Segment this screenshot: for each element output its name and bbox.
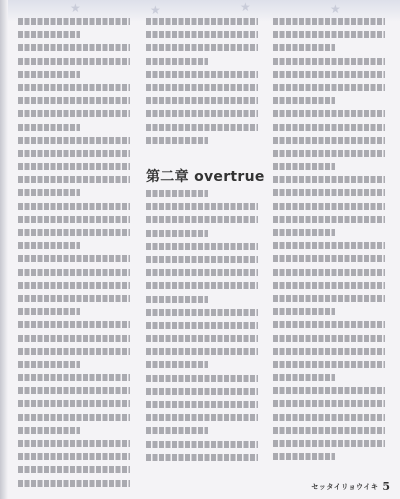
text-column-middle-bottom xyxy=(146,190,258,467)
page-footer xyxy=(311,480,390,493)
star-decoration-icon: ★ xyxy=(330,2,341,16)
page-number: 5 xyxy=(382,480,390,493)
chapter-heading: 第二章 overtrue xyxy=(146,169,265,185)
star-decoration-icon: ★ xyxy=(240,0,251,14)
star-decoration-icon: ★ xyxy=(150,3,161,17)
magazine-brand: セッタイリョウイキ xyxy=(311,482,379,491)
star-decoration-icon: ★ xyxy=(70,1,81,15)
text-column-right xyxy=(273,18,385,466)
page-spine-shadow xyxy=(0,0,8,499)
text-column-left xyxy=(18,18,130,493)
text-column-middle-top xyxy=(146,18,258,150)
